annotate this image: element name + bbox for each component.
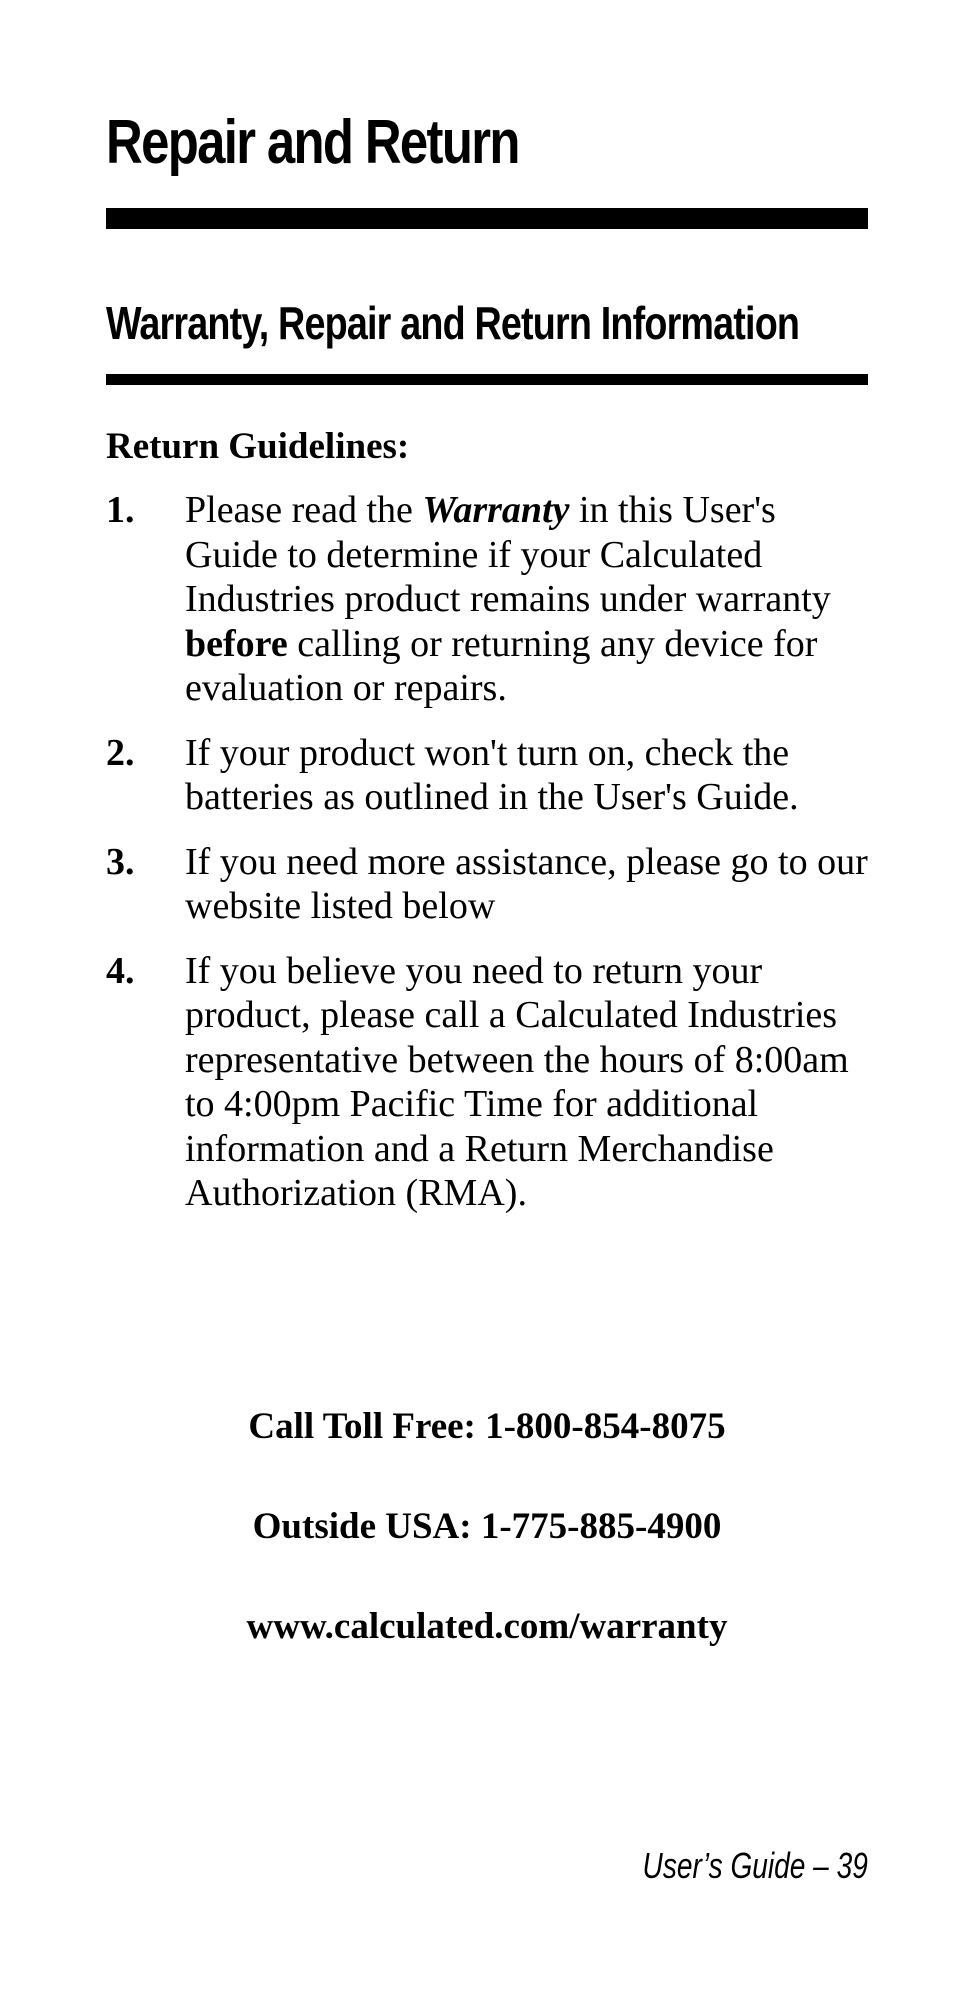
warranty-website: www.calculated.com/warranty [246, 1606, 728, 1647]
list-item [106, 731, 876, 820]
list-item [106, 840, 876, 929]
step-text: If you believe you need to return your product, please call a Calculated Industries representative between the hours of 8:00am to 4:00pm Pacific Time for additional information and a Return Merchandise Authorization (RMA). [185, 949, 849, 1214]
step-text: If you need more assistance, please go to our website listed below [185, 840, 868, 927]
return-steps-list [106, 488, 876, 1216]
warranty-emphasis: Warranty [422, 489, 570, 531]
step-text-run: Please read the [185, 489, 423, 531]
title-divider [106, 208, 868, 229]
guidelines-heading: Return Guidelines: [106, 426, 410, 467]
step-text-run: calling or returning any device for evaluation or repairs. [185, 622, 818, 709]
section-title: Warranty, Repair and Return Information [106, 297, 800, 349]
step-number: 1. [106, 489, 135, 531]
step-number: 4. [106, 949, 135, 992]
step-text-run: in this User's Guide to determine if your Calculated Industries product remains under warranty [185, 489, 831, 620]
step-text [185, 489, 831, 709]
section-divider [106, 374, 868, 385]
step-number: 2. [106, 731, 135, 774]
step-number: 3. [106, 840, 135, 883]
toll-free-number: Call Toll Free: 1-800-854-8075 [248, 1406, 726, 1447]
step-text: If your product won't turn on, check the batteries as outlined in the User's Guide. [185, 731, 799, 818]
page-footer: User’s Guide – 39 [642, 1845, 868, 1886]
list-item [106, 488, 876, 711]
page-title: Repair and Return [106, 108, 519, 177]
list-item [106, 949, 876, 1216]
outside-usa-number: Outside USA: 1-775-885-4900 [252, 1506, 722, 1547]
before-emphasis: before [185, 622, 288, 665]
